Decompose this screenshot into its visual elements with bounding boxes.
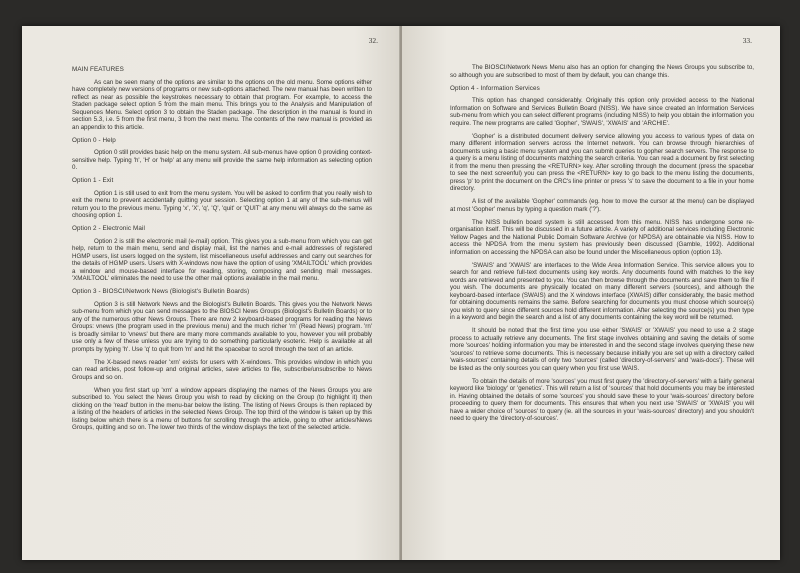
paragraph: The X-based news reader 'xrn' exists for users with X-windows. This provides window in which you can read articles, post follow-up and original articles, save articles to file, subscribe/unsubscribe to News Groups and so on. bbox=[72, 358, 372, 381]
section-heading: Option 0 - Help bbox=[72, 136, 116, 144]
paragraph: The BIOSCI/Network News Menu also has an option for changing the News Groups you subscribe to, so although you are subscribed to most of them by default, you can change this. bbox=[450, 64, 754, 79]
section-heading: Option 3 - BIOSCI/Network News (Biologist's Bulletin Boards) bbox=[72, 288, 250, 295]
section-heading: Option 2 - Electronic Mail bbox=[72, 225, 145, 232]
page-number: 32. bbox=[368, 36, 378, 45]
paragraph: Option 1 is still used to exit from the menu system. You will be asked to confirm that you really wish to exit the menu to prevent accidentally quitting your session. Selecting option 1 at any of the sub-menus will return you to the previous menu. Typing 'x', 'X', 'q', 'Q', 'quit' or 'QUIT' at any menu will always do the same as choosing option 1. bbox=[72, 189, 372, 219]
section-heading: MAIN FEATURES bbox=[72, 66, 124, 73]
paragraph: 'Gopher' is a distributed document delivery service allowing you access to various types of data on many different information servers across the Internet network. You can browse through hierarchies of documents using a basic menu system and you can submit queries to gopher search servers. The response to a query is a menu listing of documents matching the search criteria. You can read a document by first selecting it from the menu then pressing the <RETURN> key. After scrolling through the document (press the spacebar to see the next screenful) you can press the <RETURN> key to go back to the menu listing the documents, press 'p' to print the document on the CRC's line printer or press 's' to save the document to a file in your home directory. bbox=[450, 132, 754, 192]
paragraph: The NISS bulletin board system is still accessed from this menu. NISS has undergone some re-organisation itself. This will be discussed in a future article. A variety of additional services including Electronic Yellow Pages and the National Public Domain Software Archive (or NPDSA) are obtainable via NISS. How to access the NPDSA from the menu system has previously been discussed (Gamble, 1992). Additional information on accessing the NPDSA can also be found under the Miscellaneous option (option 13). bbox=[450, 218, 754, 256]
left-page-text bbox=[72, 64, 372, 437]
page-number: 33. bbox=[742, 36, 752, 45]
paragraph: 'SWAIS' and 'XWAIS' are interfaces to the Wide Area Information Service. This service allows you to search for and retrieve full-text documents using key words. Any documents found with matches to the key words are retrieved and presented to you. You can then browse through the documents and save them to file if you wish. The documents are physically located on many different servers (sources), and although the keyboard-based interface (SWAIS) and the X windows interface (XWAIS) differ considerably, the basic method for obtaining documents remains the same. Before searching for documents you must choose which source(s) you wish to query since different sources hold different information. After selecting the source(s) you then type in a keyword and begin the search and a list of any documents containing the key word will be returned. bbox=[450, 261, 754, 321]
paragraph: As can be seen many of the options are similar to the options on the old menu. Some options either have completely new versions of programs or new sub-options attached. The new manual has been written to reflect as near as possible the keystrokes necessary to obtain that program. For example, to access the Staden package select option 5 from the main menu. This brings you to the Analysis and Manipulation of Sequences Menu. Select option 3 to obtain the Staden package. The description in the manual is found in section 5.3, i.e. 5 from the first menu, 3 from the next menu. The contents of the new manual is provided as an appendix to this article. bbox=[72, 78, 372, 131]
right-page bbox=[402, 26, 780, 560]
open-booklet bbox=[22, 26, 780, 560]
left-page bbox=[22, 26, 400, 560]
paragraph: To obtain the details of more 'sources' you must first query the 'directory-of-servers' with a fairly general keyword like 'biology' or 'genetics'. This will return a list of 'sources' that hold documents you may be interested in. Having obtained the details of some 'sources' you should save these to your 'wais-sources' directory before proceeding to query them for documents. This ensures that when you next use 'SWAIS' or 'XWAIS' you will have a wider choice of 'sources' to query (ie. all the sources in your 'wais-sources' directory) and you shouldn't need to query the 'directory-of-sources'. bbox=[450, 377, 754, 422]
paragraph: This option has changed considerably. Originally this option only provided access to the National Information on Software and Services Bulletin Board (NISS). We have since created an Information Services sub-menu from which you can select different programs (including NISS) to help you obtain the information you require. The new programs are called 'Gopher', 'SWAIS', 'XWAIS' and 'ARCHIE'. bbox=[450, 97, 754, 127]
section-heading: Option 4 - Information Services bbox=[450, 84, 540, 92]
paragraph: Option 3 is still Network News and the Biologist's Bulletin Boards. This gives you the Network News sub-menu from which you can send messages to the BIOSCI News Groups (Biologist's Bulletin Boards) or to any of the numerous other News Groups. There are now 2 keyboard-based programs for reading the News Groups: vnews (the program used in the previous menu) and the much richer 'rn' (Read News) program. 'rn' is broadly similar to 'vnews' but there are many more commands available to you, however you will probably use only a few of these unless you are trying to do something particularly esoteric. Help is available at all prompts by typing 'h'. Use 'q' to quit from 'rn' and hit the spacebar to scroll through the text of an article. bbox=[72, 300, 372, 353]
paragraph: Option 0 still provides basic help on the menu system. All sub-menus have option 0 providing context-sensitive help. Typing 'h', 'H' or 'help' at any menu will provide the same help information as selecting option 0. bbox=[72, 149, 372, 171]
paragraph: Option 2 is still the electronic mail (e-mail) option. This gives you a sub-menu from which you can get help, return to the main menu, send and display mail, list the names and e-mail addresses of registered HGMP users, list users logged on the system, list miscellaneous useful addresses and carry out searches for the details of HGMP users. Users with X-windows now have the option of using 'XMAILTOOL' which provides a window and mouse-based interface for reading, storing, composing and sending mail messages. 'XMAILTOOL' eliminates the need to use the other mail options available in the mail menu. bbox=[72, 237, 372, 282]
section-heading: Option 1 - Exit bbox=[72, 177, 114, 184]
paragraph: It should be noted that the first time you use either 'SWAIS' or 'XWAIS' you need to use a 2 stage process to actually retrieve any documents. The first stage involves obtaining and saving the details of some more 'sources' holding information you may be interested in and the second stage involves querying these new 'sources' to retrieve some documents. This is necessary because initially you are set up with a directory called 'wais-sources' containing details of only two 'sources' (called 'directory-of-servers' and 'wais-docs'). These will be listed as the only sources you can query when you first use WAIS. bbox=[450, 327, 754, 372]
paragraph: A list of the available 'Gopher' commands (eg. how to move the cursor at the menu) can be displayed at most 'Gopher' menus by typing a question mark ('?'). bbox=[450, 198, 754, 213]
right-page-text bbox=[450, 64, 754, 428]
paragraph: When you first start up 'xrn' a window appears displaying the names of the News Groups you are subscribed to. You select the News Group you wish to read by clicking on the Group (to highlight it) then clicking on the 'read' button in the menu-bar below the listing. The listing of News Groups is then replaced by a listing of the headers of articles in the selected News Group. The top third of the window is taken up by this listing below which there is a menu of buttons for scrolling through the article, going to other articles/News Groups, quitting and so on. The lower two thirds of the window displays the text of the selected article. bbox=[72, 386, 372, 431]
